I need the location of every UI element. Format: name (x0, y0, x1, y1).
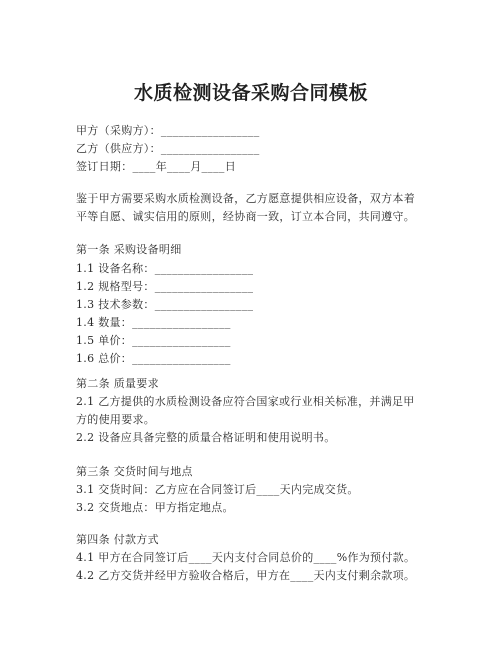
article-2-item-2: 2.2 设备应具备完整的质量合格证明和使用说明书。 (76, 431, 336, 444)
sign-date-line: 签订日期：____年____月____日 (76, 160, 236, 173)
party-a-line: 甲方（采购方）：_________________ (76, 124, 260, 137)
article-3-item-1: 3.1 交货时间：乙方应在合同签订后____天内完成交货。 (76, 483, 359, 496)
article-1-item: 1.4 数量：_________________ (76, 316, 231, 329)
article-1-item: 1.2 规格型号：_________________ (76, 280, 254, 293)
article-3-heading: 第三条 交货时间与地点 (76, 465, 193, 478)
article-1-item: 1.5 单价：_________________ (76, 334, 231, 347)
article-1-heading: 第一条 采购设备明细 (76, 243, 182, 256)
article-2-item-1-line-1: 2.1 乙方提供的水质检测设备应符合国家或行业相关标准，并满足甲 (76, 395, 415, 408)
article-4-heading: 第四条 付款方式 (76, 533, 159, 546)
intro-line-2: 平等自愿、诚实信用的原则，经协商一致，订立本合同，共同遵守。 (76, 210, 415, 223)
article-3-item-2: 3.2 交货地点：甲方指定地点。 (76, 501, 234, 514)
article-2-item-1-line-2: 方的使用要求。 (76, 413, 156, 426)
article-4-item-1: 4.1 甲方在合同签订后____天内支付合同总价的____%作为预付款。 (76, 551, 416, 564)
intro-line-1: 鉴于甲方需要采购水质检测设备，乙方愿意提供相应设备，双方本着 (76, 192, 415, 205)
document-title: 水质检测设备采购合同模板 (133, 82, 368, 104)
article-1-item: 1.3 技术参数：_________________ (76, 298, 254, 311)
article-1-item: 1.6 总价：_________________ (76, 352, 231, 365)
article-2-heading: 第二条 质量要求 (76, 377, 159, 390)
article-4-item-2: 4.2 乙方交货并经甲方验收合格后，甲方在____天内支付剩余款项。 (76, 569, 416, 582)
article-1-item: 1.1 设备名称：_________________ (76, 262, 254, 275)
party-b-line: 乙方（供应方）：_________________ (76, 142, 260, 155)
